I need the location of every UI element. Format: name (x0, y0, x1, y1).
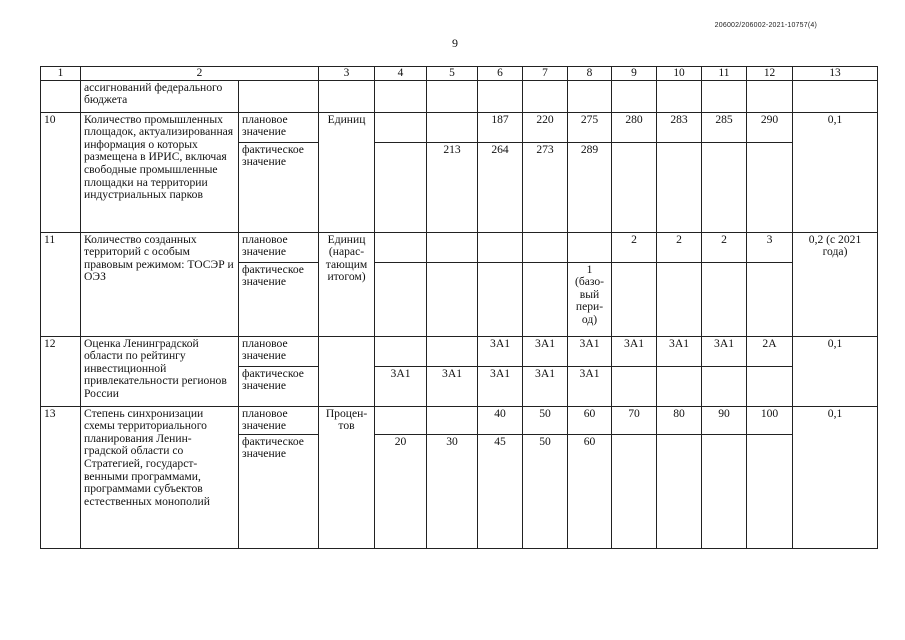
plan-label: плановое значение (239, 336, 319, 366)
unit: Единиц (нарас-тающим итогом) (319, 232, 375, 336)
unit: Процен-тов (319, 406, 375, 548)
plan-label: плановое значение (239, 112, 319, 142)
indicator-name: Оценка Ленинградской области по рейтингу инвестиционной привлекательности регионов России (81, 336, 239, 406)
column-header: 3 (319, 67, 375, 81)
column-header: 7 (523, 67, 568, 81)
column-header: 1 (41, 67, 81, 81)
indicator-rows (41, 112, 878, 548)
plan-value (523, 232, 568, 262)
weight: 0,1 (793, 406, 878, 548)
plan-label: плановое значение (239, 232, 319, 262)
fact-value: 3А1 (478, 366, 523, 406)
fact-value: 3А1 (427, 366, 478, 406)
plan-value (568, 232, 612, 262)
indicator-name: ассигнований федерального бюджета (81, 80, 239, 112)
weight: 0,1 (793, 112, 878, 232)
indicator-number: 12 (41, 336, 81, 406)
fact-value: 1 (базо-вый пери-од) (568, 262, 612, 336)
plan-value: 2 (612, 232, 657, 262)
column-header: 11 (702, 67, 747, 81)
table-cell (239, 80, 319, 112)
fact-value (702, 142, 747, 232)
plan-value (427, 406, 478, 434)
plan-value: 80 (657, 406, 702, 434)
page-number: 9 (452, 36, 458, 50)
plan-value (478, 232, 523, 262)
fact-value: 20 (375, 434, 427, 548)
plan-value: 187 (478, 112, 523, 142)
indicator-name: Количество промышленных площадок, актуализированная информация о которых размещена в ИРИС, включая свободные промышленные площадки на территории индустриальных парков (81, 112, 239, 232)
fact-label: фактическое значение (239, 262, 319, 336)
fact-value (523, 262, 568, 336)
table-cell (793, 80, 878, 112)
column-header: 10 (657, 67, 702, 81)
column-header: 5 (427, 67, 478, 81)
plan-value: 3А1 (478, 336, 523, 366)
column-header: 6 (478, 67, 523, 81)
fact-value (747, 366, 793, 406)
table-cell (319, 80, 375, 112)
fact-value (427, 262, 478, 336)
fact-value (747, 262, 793, 336)
fact-value (657, 262, 702, 336)
fact-value: 3А1 (523, 366, 568, 406)
column-header: 12 (747, 67, 793, 81)
plan-value: 2 (702, 232, 747, 262)
fact-value: 45 (478, 434, 523, 548)
fact-value (702, 262, 747, 336)
plan-value: 3А1 (612, 336, 657, 366)
fact-value: 289 (568, 142, 612, 232)
indicator-plan-row (41, 336, 878, 366)
plan-value: 275 (568, 112, 612, 142)
fact-value (612, 434, 657, 548)
fact-value: 60 (568, 434, 612, 548)
plan-value: 2 (657, 232, 702, 262)
fact-value (747, 142, 793, 232)
fact-label: фактическое значение (239, 366, 319, 406)
indicator-plan-row (41, 232, 878, 262)
column-header: 4 (375, 67, 427, 81)
indicator-name: Степень синхронизации схемы территориального планирования Ленин-градской области со Стратегией, государст-венными программами, программами субъектов естественных монополий (81, 406, 239, 548)
plan-value: 220 (523, 112, 568, 142)
indicator-plan-row (41, 112, 878, 142)
unit (319, 336, 375, 406)
fact-value: 30 (427, 434, 478, 548)
fact-value (747, 434, 793, 548)
table-cell (41, 80, 81, 112)
fact-value (478, 262, 523, 336)
plan-value: 50 (523, 406, 568, 434)
document-id: 206002/206002-2021-10757(4) (714, 22, 817, 29)
table-cell (375, 80, 427, 112)
plan-value (375, 232, 427, 262)
table-cell (747, 80, 793, 112)
fact-value (375, 142, 427, 232)
plan-value: 3А1 (523, 336, 568, 366)
fact-value: 3А1 (375, 366, 427, 406)
table-cell (568, 80, 612, 112)
column-header: 13 (793, 67, 878, 81)
indicator-name: Количество созданных территорий с особым правовым режимом: ТОСЭР и ОЭЗ (81, 232, 239, 336)
column-header: 8 (568, 67, 612, 81)
table-cell (478, 80, 523, 112)
plan-value (427, 112, 478, 142)
fact-value: 273 (523, 142, 568, 232)
continuation-row (41, 80, 878, 112)
fact-value (612, 366, 657, 406)
indicator-number: 11 (41, 232, 81, 336)
fact-value (612, 142, 657, 232)
plan-value: 2А (747, 336, 793, 366)
plan-value: 100 (747, 406, 793, 434)
plan-value: 70 (612, 406, 657, 434)
table-cell (427, 80, 478, 112)
plan-value (427, 232, 478, 262)
fact-value (612, 262, 657, 336)
plan-value: 290 (747, 112, 793, 142)
weight: 0,1 (793, 336, 878, 406)
plan-value: 3А1 (657, 336, 702, 366)
fact-value: 3А1 (568, 366, 612, 406)
table-cell (523, 80, 568, 112)
indicators-table (40, 66, 878, 549)
fact-label: фактическое значение (239, 434, 319, 548)
fact-value (657, 142, 702, 232)
plan-value: 60 (568, 406, 612, 434)
plan-value: 90 (702, 406, 747, 434)
indicator-number: 10 (41, 112, 81, 232)
plan-value (375, 406, 427, 434)
indicator-plan-row (41, 406, 878, 434)
plan-value: 3А1 (702, 336, 747, 366)
weight: 0,2 (с 2021 года) (793, 232, 878, 336)
fact-value: 264 (478, 142, 523, 232)
indicator-number: 13 (41, 406, 81, 548)
plan-value: 3А1 (568, 336, 612, 366)
plan-value: 3 (747, 232, 793, 262)
fact-value (375, 262, 427, 336)
plan-value (375, 336, 427, 366)
unit: Единиц (319, 112, 375, 232)
table-cell (612, 80, 657, 112)
plan-value (427, 336, 478, 366)
table-cell (702, 80, 747, 112)
plan-value: 280 (612, 112, 657, 142)
column-number-row (41, 67, 878, 81)
fact-value (702, 366, 747, 406)
plan-value: 283 (657, 112, 702, 142)
fact-value: 213 (427, 142, 478, 232)
table-cell (657, 80, 702, 112)
plan-value: 40 (478, 406, 523, 434)
fact-value (657, 434, 702, 548)
plan-label: плановое значение (239, 406, 319, 434)
fact-value: 50 (523, 434, 568, 548)
fact-value (657, 366, 702, 406)
column-header: 9 (612, 67, 657, 81)
fact-label: фактическое значение (239, 142, 319, 232)
fact-value (702, 434, 747, 548)
column-header: 2 (81, 67, 319, 81)
plan-value (375, 112, 427, 142)
plan-value: 285 (702, 112, 747, 142)
